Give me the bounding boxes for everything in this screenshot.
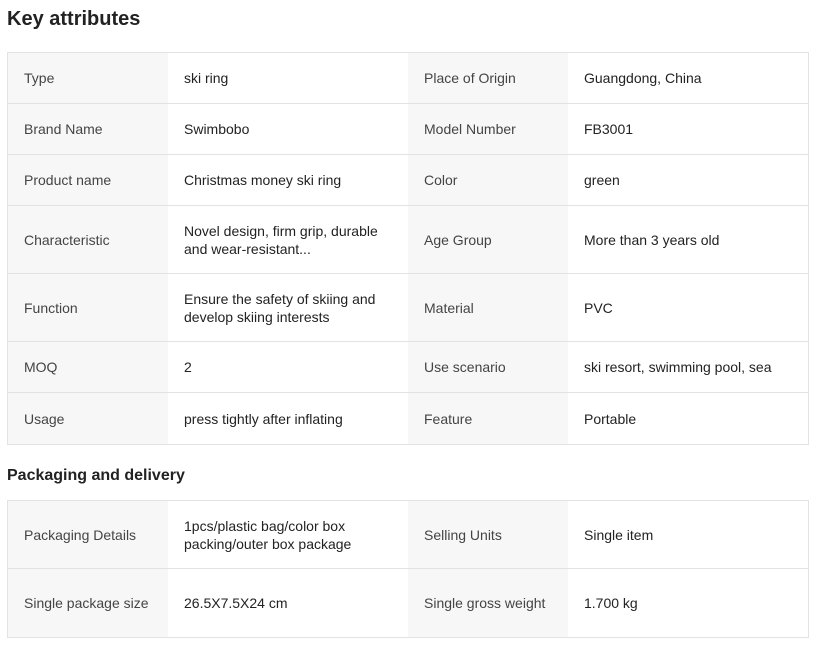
pack-value-single-package-size: 26.5X7.5X24 cm (168, 569, 408, 637)
pack-value-single-gross-weight: 1.700 kg (568, 569, 808, 637)
attr-label-use-scenario: Use scenario (408, 342, 568, 393)
attr-label-function: Function (8, 274, 168, 342)
pack-label-single-package-size: Single package size (8, 569, 168, 637)
attr-label-usage: Usage (8, 393, 168, 444)
attr-label-material: Material (408, 274, 568, 342)
attr-value-product-name: Christmas money ski ring (168, 155, 408, 206)
attr-value-use-scenario: ski resort, swimming pool, sea (568, 342, 808, 393)
attr-label-color: Color (408, 155, 568, 206)
pack-label-single-gross-weight: Single gross weight (408, 569, 568, 637)
attr-label-type: Type (8, 53, 168, 104)
attr-label-place-of-origin: Place of Origin (408, 53, 568, 104)
pack-value-selling-units: Single item (568, 501, 808, 569)
attr-label-feature: Feature (408, 393, 568, 444)
packaging-delivery-table (7, 500, 809, 638)
attr-value-function: Ensure the safety of skiing and develop skiing interests (168, 274, 408, 342)
attr-label-brand-name: Brand Name (8, 104, 168, 155)
attr-value-characteristic: Novel design, firm grip, durable and wear-resistant... (168, 206, 408, 274)
key-attributes-heading: Key attributes (7, 8, 141, 30)
attr-value-material: PVC (568, 274, 808, 342)
attr-value-place-of-origin: Guangdong, China (568, 53, 808, 104)
packaging-delivery-heading: Packaging and delivery (7, 467, 185, 484)
pack-label-selling-units: Selling Units (408, 501, 568, 569)
attr-value-color: green (568, 155, 808, 206)
attr-label-age-group: Age Group (408, 206, 568, 274)
attr-value-usage: press tightly after inflating (168, 393, 408, 444)
attr-value-age-group: More than 3 years old (568, 206, 808, 274)
attr-label-product-name: Product name (8, 155, 168, 206)
attr-label-moq: MOQ (8, 342, 168, 393)
attr-label-model-number: Model Number (408, 104, 568, 155)
key-attributes-table (7, 52, 809, 445)
pack-value-packaging-details: 1pcs/plastic bag/color box packing/outer box package (168, 501, 408, 569)
attr-label-characteristic: Characteristic (8, 206, 168, 274)
attr-value-moq: 2 (168, 342, 408, 393)
attr-value-feature: Portable (568, 393, 808, 444)
attr-value-brand-name: Swimbobo (168, 104, 408, 155)
attr-value-type: ski ring (168, 53, 408, 104)
pack-label-packaging-details: Packaging Details (8, 501, 168, 569)
attr-value-model-number: FB3001 (568, 104, 808, 155)
